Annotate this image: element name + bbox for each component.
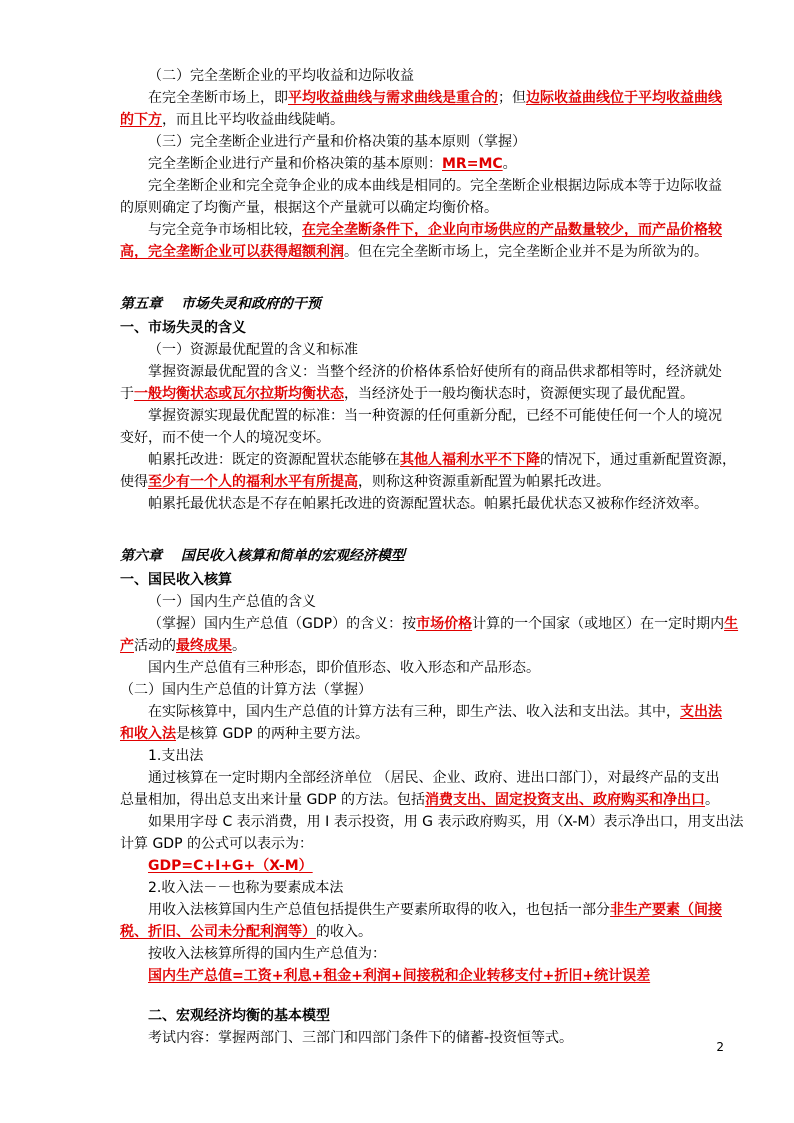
text-segment: 国内生产总值有三种形态，即价值形态、收入形态和产品形态。: [148, 660, 540, 676]
text-line: [0, 406, 794, 426]
text-line: [0, 66, 794, 86]
text-segment: 掌握资源实现最优配置的标准：当一种资源的任何重新分配，已经不可能使任何一个人的境况: [148, 408, 722, 424]
text-line: [0, 1028, 794, 1048]
text-line: [0, 680, 794, 700]
text-segment: 如果用字母 C 表示消费，用 I 表示投资，用 G 表示政府购买，用（X-M）表示净出口，用支出法: [148, 814, 744, 830]
highlighted-text: 高，完全垄断企业可以获得超额利润: [120, 244, 344, 260]
highlighted-text: 支出法: [680, 704, 722, 720]
text-line: [0, 132, 794, 152]
text-line: [0, 724, 794, 744]
text-segment: 通过核算在一定时期内全部经济单位 （居民、企业、政府、进出口部门），对最终产品的支出: [148, 770, 720, 786]
text-line: [0, 922, 794, 942]
highlighted-text: 非生产要素（间接: [610, 902, 722, 918]
text-line: [0, 340, 794, 360]
text-line: [0, 834, 794, 854]
text-segment: 二、宏观经济均衡的基本模型: [148, 1008, 330, 1024]
text-segment: 与完全竞争市场相比较，: [148, 222, 302, 238]
text-segment: 按收入法核算所得的国内生产总值为：: [148, 946, 386, 962]
text-line: [0, 198, 794, 218]
text-segment: 帕累托最优状态是不存在帕累托改进的资源配置状态。帕累托最优状态又被称作经济效率。: [148, 496, 708, 512]
text-segment: 2.收入法－－也称为要素成本法: [148, 880, 344, 896]
text-line: [0, 614, 794, 634]
highlighted-text: 至少有一个人的福利水平有所提高: [148, 474, 358, 490]
section-heading: [0, 570, 794, 590]
highlighted-text: 税、折旧、公司未分配利润等）: [120, 924, 316, 940]
text-line: [0, 636, 794, 656]
text-segment: ，而且比平均收益曲线陡峭。: [162, 112, 344, 128]
chapter-heading: [0, 294, 794, 314]
text-line: [0, 658, 794, 678]
highlighted-text: 的下方: [120, 112, 162, 128]
text-segment: 。: [502, 156, 517, 172]
text-segment: 使得: [120, 474, 148, 490]
page-number: 2: [716, 1040, 724, 1054]
text-line: [0, 812, 794, 832]
highlighted-text: 产: [120, 638, 134, 654]
text-segment: 完全垄断企业进行产量和价格决策的基本原则：: [148, 156, 442, 172]
text-line: [0, 790, 794, 810]
text-line: [0, 856, 794, 876]
text-line: [0, 878, 794, 898]
text-segment: 第六章 国民收入核算和简单的宏观经济模型: [120, 548, 405, 564]
text-segment: 第五章 市场失灵和政府的干预: [120, 296, 321, 312]
text-segment: 的情况下，通过重新配置资源，: [540, 452, 736, 468]
highlighted-text: 边际收益曲线位于平均收益曲线: [526, 90, 722, 106]
text-line: [0, 494, 794, 514]
text-line: [0, 110, 794, 130]
text-segment: ，则称这种资源重新配置为帕累托改进。: [358, 474, 610, 490]
section-heading: [0, 1006, 794, 1026]
highlighted-text: 在完全垄断条件下，企业向市场供应的产品数量较少，而产品价格较: [302, 222, 722, 238]
highlighted-text: 和收入法: [120, 726, 176, 742]
text-line: [0, 900, 794, 920]
text-segment: 变好，而不使一个人的境况变坏。: [120, 430, 330, 446]
highlighted-text: 最终成果: [176, 638, 232, 654]
text-segment: 考试内容：掌握两部门、三部门和四部门条件下的储蓄-投资恒等式。: [148, 1030, 574, 1046]
text-segment: 帕累托改进：既定的资源配置状态能够在: [148, 452, 400, 468]
text-segment: （三）完全垄断企业进行产量和价格决策的基本原则（掌握）: [148, 134, 526, 150]
text-segment: 的原则确定了均衡产量，根据这个产量就可以确定均衡价格。: [120, 200, 498, 216]
text-segment: ；但: [498, 90, 526, 106]
text-line: [0, 362, 794, 382]
highlighted-text: MR=MC: [442, 156, 503, 172]
text-segment: （二）完全垄断企业的平均收益和边际收益: [148, 68, 414, 84]
text-line: [0, 944, 794, 964]
section-heading: [0, 318, 794, 338]
text-segment: 。: [232, 638, 246, 654]
text-line: [0, 472, 794, 492]
text-line: [0, 220, 794, 240]
text-segment: 是核算 GDP 的两种主要方法。: [176, 726, 369, 742]
text-line: [0, 242, 794, 262]
text-segment: 在完全垄断市场上，即: [148, 90, 288, 106]
text-line: [0, 176, 794, 196]
text-segment: 在实际核算中，国内生产总值的计算方法有三种，即生产法、收入法和支出法。其中，: [148, 704, 680, 720]
text-line: [0, 88, 794, 108]
text-segment: 一、市场失灵的含义: [120, 320, 246, 336]
text-line: [0, 768, 794, 788]
text-line: [0, 450, 794, 470]
highlighted-text: 一般均衡状态或瓦尔拉斯均衡状态: [134, 386, 344, 402]
text-segment: （掌握）国内生产总值（GDP）的含义：按: [148, 616, 417, 632]
text-segment: （一）国内生产总值的含义: [148, 594, 316, 610]
highlighted-text: 其他人福利水平不下降: [400, 452, 540, 468]
highlighted-text: 平均收益曲线与需求曲线是重合的: [288, 90, 498, 106]
text-line: [0, 428, 794, 448]
highlighted-text: 市场价格: [416, 616, 473, 632]
chapter-heading: [0, 546, 794, 566]
text-segment: 计算 GDP 的公式可以表示为：: [120, 836, 313, 852]
text-segment: 活动的: [134, 638, 176, 654]
text-line: [0, 746, 794, 766]
text-line: [0, 384, 794, 404]
text-segment: 于: [120, 386, 134, 402]
text-segment: ，当经济处于一般均衡状态时，资源便实现了最优配置。: [344, 386, 694, 402]
text-segment: 计算的一个国家（或地区）在一定时期内: [472, 616, 725, 632]
highlighted-text: 国内生产总值=工资+利息+租金+利润+间接税和企业转移支付+折旧+统计误差: [148, 968, 651, 984]
text-segment: 1.支出法: [148, 748, 204, 764]
text-segment: 一、国民收入核算: [120, 572, 232, 588]
text-segment: 的收入。: [316, 924, 372, 940]
text-segment: （一）资源最优配置的含义和标准: [148, 342, 358, 358]
text-line: [0, 592, 794, 612]
text-segment: 总量相加，得出总支出来计量 GDP 的方法。包括: [120, 792, 425, 808]
text-segment: 掌握资源最优配置的含义：当整个经济的价格体系恰好使所有的商品供求都相等时，经济就处: [148, 364, 722, 380]
text-segment: 。但在完全垄断市场上，完全垄断企业并不是为所欲为的。: [344, 244, 708, 260]
text-line: [0, 154, 794, 174]
text-line: [0, 702, 794, 722]
text-segment: 用收入法核算国内生产总值包括提供生产要素所取得的收入，也包括一部分: [148, 902, 610, 918]
highlighted-text: 生: [724, 616, 739, 632]
text-segment: （二）国内生产总值的计算方法（掌握）: [120, 682, 372, 698]
highlighted-text: 消费支出、固定投资支出、政府购买和净出口: [424, 792, 705, 808]
highlighted-text: GDP=C+I+G+（X-M）: [148, 858, 313, 874]
text-segment: 完全垄断企业和完全竞争企业的成本曲线是相同的。完全垄断企业根据边际成本等于边际收益: [148, 178, 722, 194]
text-segment: 。: [704, 792, 719, 808]
text-line: [0, 966, 794, 986]
